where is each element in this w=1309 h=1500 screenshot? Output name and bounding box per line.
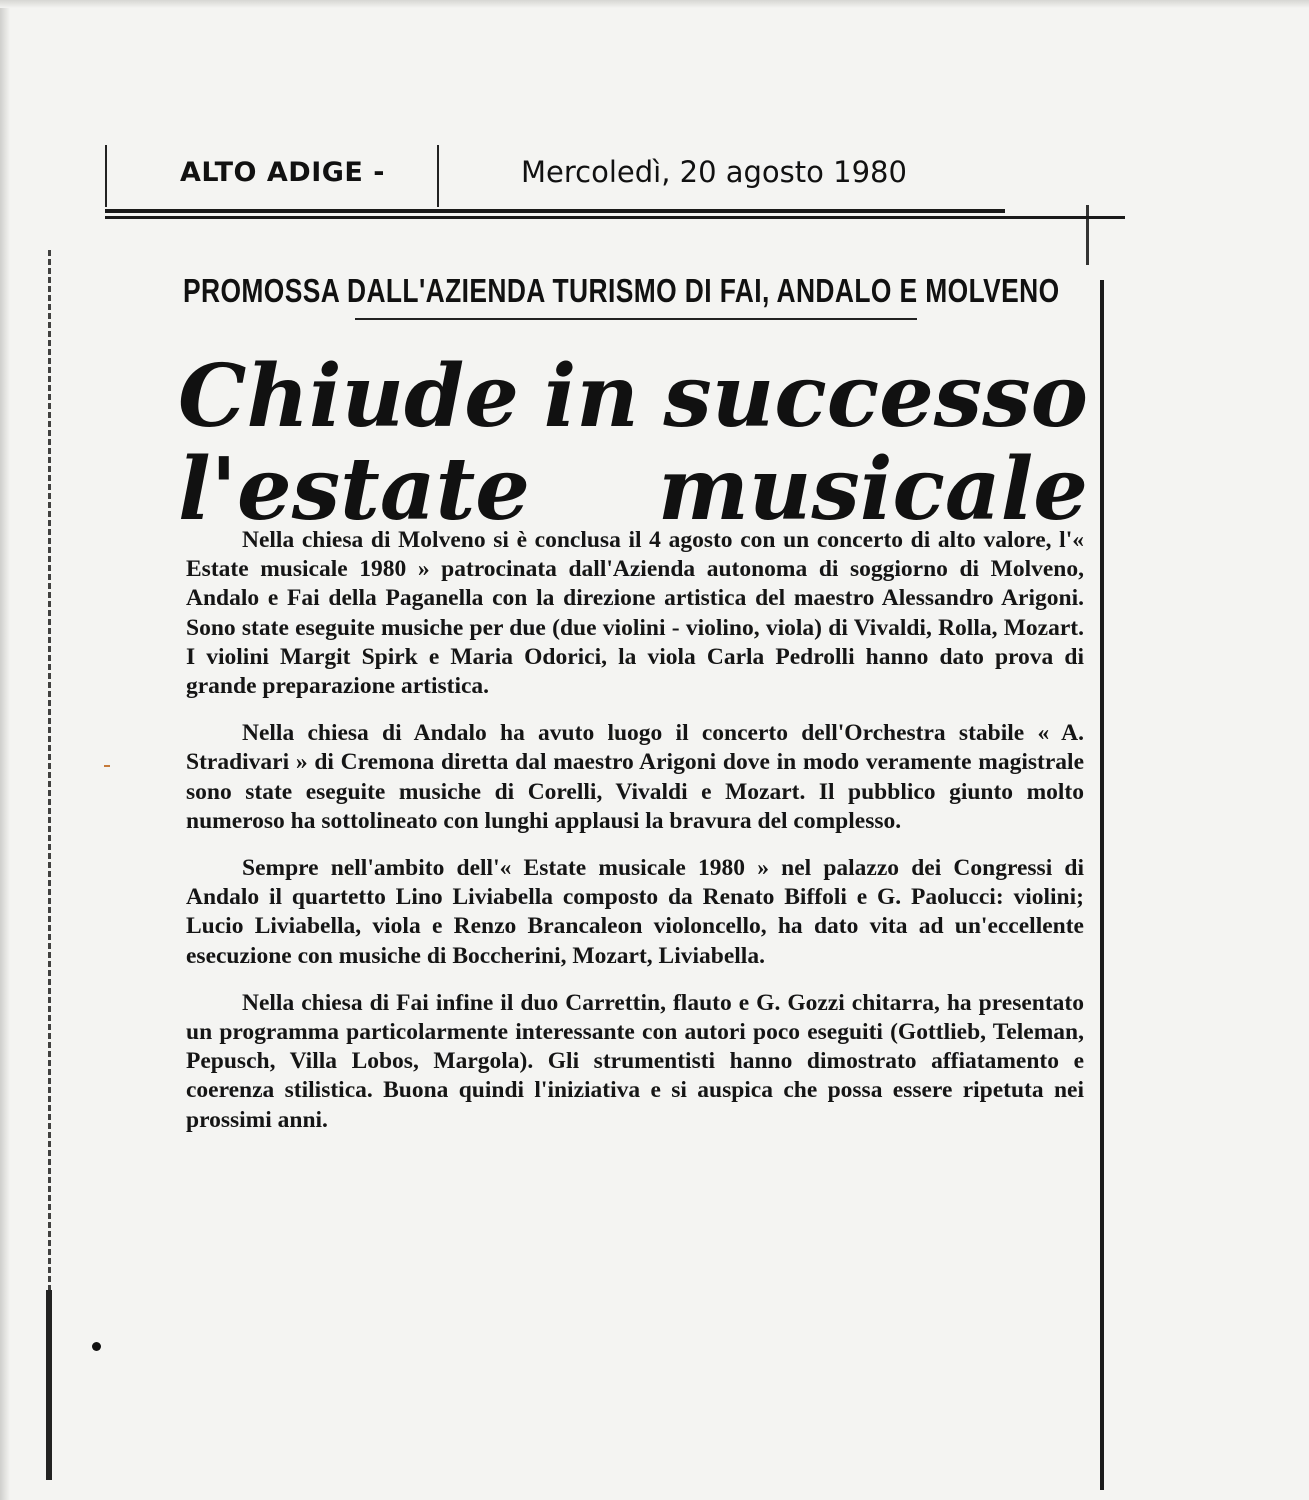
article-paragraph: Nella chiesa di Fai infine il duo Carrettin, flauto e G. Gozzi chitarra, ha presentato un programma particolarmente interessante con autori poco eseguiti (Gottlieb, Teleman, Pepusch, Villa Lobos, Margola). Gli strumentisti hanno dimostrato affiatamento e coerenza stilistica. Buona quindi l'iniziativa e si auspica che possa essere ripetuta nei prossimi anni. (186, 989, 1084, 1133)
headline-line-2 (178, 439, 1088, 540)
article-overline: PROMOSSA DALL'AZIENDA TURISMO DI FAI, ANDALO E MOLVENO (183, 272, 1060, 309)
headline-word: musicale (657, 439, 1088, 540)
masthead-rule (105, 209, 1005, 213)
overline-underline (355, 318, 917, 320)
article-paragraph: Nella chiesa di Molveno si è conclusa il 4 agosto con un concerto di alto valore, l'« Estate musicale 1980 » patrocinata dall'Azienda autonoma di soggiorno di Molveno, Andalo e Fai della Paganella con la direzione artistica del maestro Alessandro Arigoni. Sono state eseguite musiche per due (due violini - violino, viola) di Vivaldi, Rolla, Mozart. I violini Margit Spirk e Maria Odorici, la viola Carla Pedrolli hanno dato prova di grande preparazione artistica. (186, 527, 1084, 700)
article-paragraph: Nella chiesa di Andalo ha avuto luogo il concerto dell'Orchestra stabile « A. Stradivari » di Cremona diretta dal maestro Arigoni dove in modo veramente magistrale sono state eseguite musiche di Corelli, Vivaldi e Mozart. Il pubblico giunto molto numeroso ha sottolineato con lunghi applausi la bravura del complesso. (186, 720, 1084, 834)
headline-word: in (543, 346, 639, 447)
masthead (105, 145, 1125, 225)
publication-date: Mercoledì, 20 agosto 1980 (521, 155, 907, 189)
clipping-cut-line-right (1100, 280, 1104, 1490)
newspaper-name: ALTO ADIGE - (180, 157, 385, 188)
article-paragraph: Sempre nell'ambito dell'« Estate musicale 1980 » nel palazzo dei Congressi di Andalo il quartetto Lino Liviabella composto da Renato Biffoli e G. Paolucci: violini; Lucio Liviabella, viola e Renzo Brancaleon violoncello, ha dato vita ad un'eccellente esecuzione con musiche di Boccherini, Mozart, Liviabella. (186, 855, 1084, 969)
scan-edge-shadow (0, 0, 10, 1500)
clipping-cut-line-left-bottom (46, 1290, 52, 1480)
masthead-rule (105, 216, 1125, 219)
ink-dot (92, 1342, 101, 1351)
article-body (186, 526, 1084, 1153)
headline-line-1 (178, 346, 1088, 447)
headline-word: l'estate (178, 439, 531, 540)
headline-word: Chiude (178, 346, 520, 447)
ink-speck (104, 765, 110, 767)
scan-edge-shadow-top (0, 0, 1309, 8)
headline-word: successo (663, 346, 1088, 447)
